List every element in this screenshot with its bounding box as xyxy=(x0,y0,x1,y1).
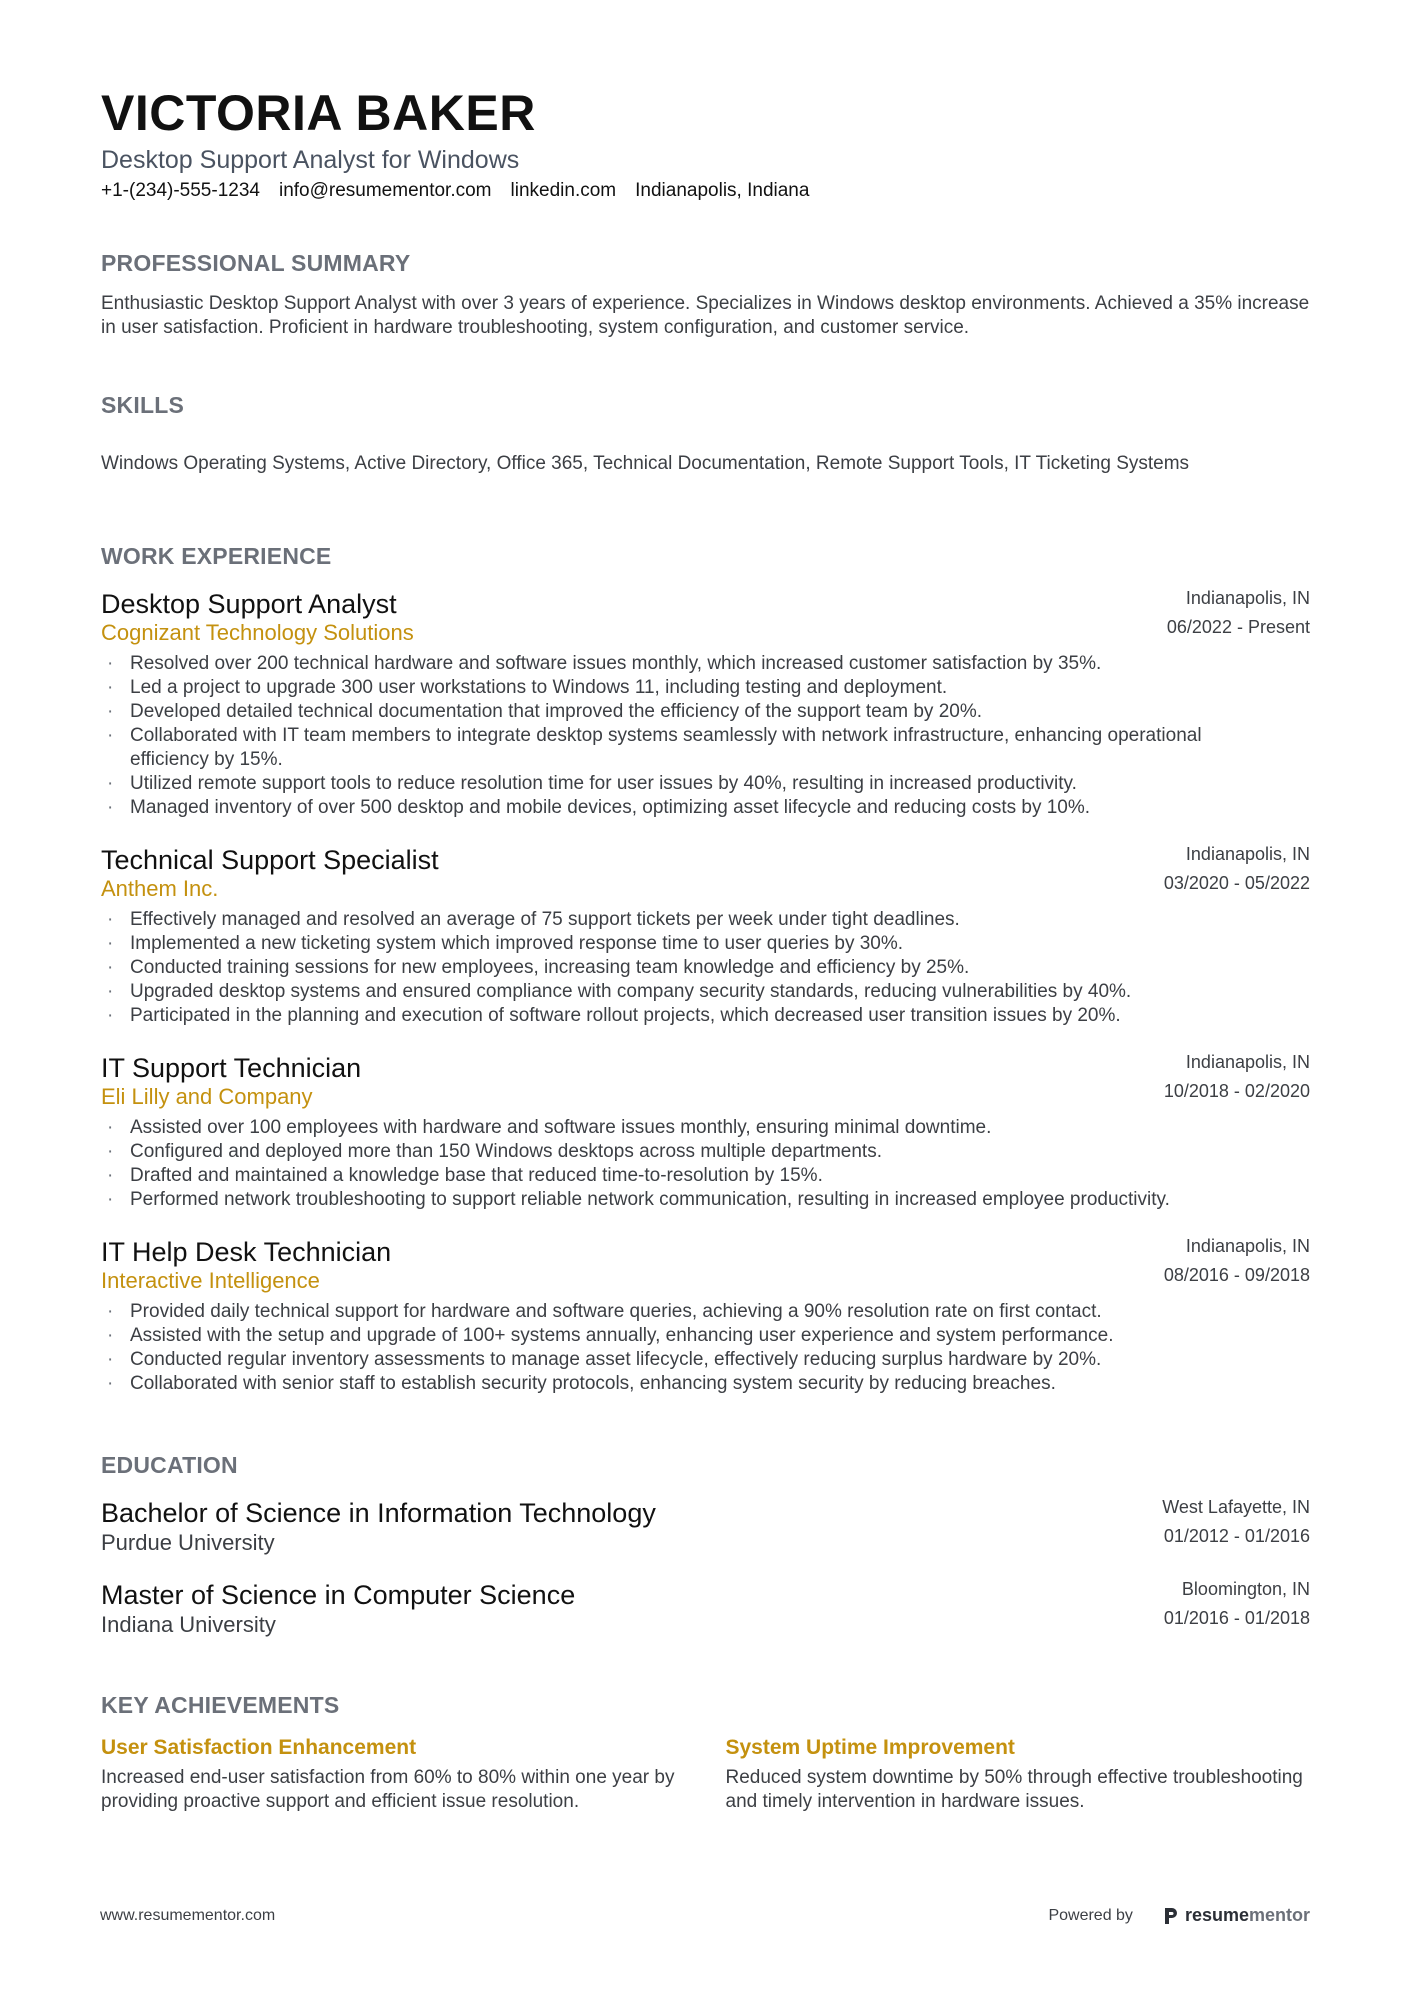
job-bullets xyxy=(101,1300,1310,1396)
brand-name-strong: resume xyxy=(1184,1905,1249,1925)
education-dates: 01/2016 - 01/2018 xyxy=(1163,1608,1310,1628)
footer-website-link[interactable]: www.resumementor.com xyxy=(100,1906,276,1924)
job-dates: 10/2018 - 02/2020 xyxy=(1163,1081,1310,1101)
section-title: EDUCATION xyxy=(101,1452,238,1478)
section-title: SKILLS xyxy=(101,392,184,418)
job-company: Anthem Inc. xyxy=(101,876,219,901)
education-meta xyxy=(1162,1493,1310,1551)
achievement-item xyxy=(726,1734,1311,1814)
section-title: KEY ACHIEVEMENTS xyxy=(101,1692,340,1718)
job-bullet: · Assisted with the setup and upgrade of 100+ systems annually, enhancing user experience and system performance. xyxy=(101,1324,1310,1348)
achievement-title: System Uptime Improvement xyxy=(725,1736,1015,1759)
education-entry xyxy=(101,1497,1310,1557)
job-header xyxy=(101,844,1310,902)
achievement-text: Reduced system downtime by 50% through effective troubleshooting and timely intervention in hardware issues. xyxy=(725,1767,1303,1812)
job-bullet: · Developed detailed technical documentation that improved the efficiency of the support team by 20%. xyxy=(101,700,1310,724)
page-footer xyxy=(100,1905,1310,1926)
job-left xyxy=(101,1052,361,1110)
achievements-grid xyxy=(101,1734,1310,1814)
resumementor-logo-icon xyxy=(1163,1906,1179,1926)
job-dates: 08/2016 - 09/2018 xyxy=(1163,1265,1310,1285)
job-entry xyxy=(101,588,1310,820)
job-bullets xyxy=(101,908,1310,1028)
job-bullet: · Configured and deployed more than 150 Windows desktops across multiple departments. xyxy=(101,1140,1310,1164)
summary-text: Enthusiastic Desktop Support Analyst with over 3 years of experience. Specializes in Windows desktop environments. Achieved a 35% increase in user satisfaction. Proficient in hardware troubleshooting, system configuration, and customer service. xyxy=(101,293,1310,338)
education-header xyxy=(101,1579,1310,1639)
resume-header xyxy=(101,84,1310,202)
job-dates: 03/2020 - 05/2022 xyxy=(1163,873,1310,893)
education-section xyxy=(101,1452,1310,1639)
job-location: Indianapolis, IN xyxy=(1185,588,1310,608)
job-bullet: · Provided daily technical support for hardware and software queries, achieving a 90% resolution rate on first contact. xyxy=(101,1300,1310,1324)
job-dates: 06/2022 - Present xyxy=(1166,617,1310,637)
job-bullet: · Conducted training sessions for new employees, increasing team knowledge and efficiency by 25%. xyxy=(101,956,1310,980)
job-bullets xyxy=(101,1116,1310,1212)
section-title: PROFESSIONAL SUMMARY xyxy=(101,250,411,276)
job-bullet: · Performed network troubleshooting to support reliable network communication, resulting in increased employee productivity. xyxy=(101,1188,1310,1212)
work-experience-section xyxy=(101,543,1310,1396)
skills-text: Windows Operating Systems, Active Directory, Office 365, Technical Documentation, Remote Support Tools, IT Ticketing Systems xyxy=(101,453,1190,474)
job-bullet: · Collaborated with senior staff to establish security protocols, enhancing system security by reducing breaches. xyxy=(101,1372,1310,1396)
candidate-name: VICTORIA BAKER xyxy=(101,85,536,141)
footer-brand-area xyxy=(1048,1905,1310,1926)
job-header xyxy=(101,1236,1310,1294)
key-achievements-section xyxy=(101,1692,1310,1814)
job-bullet: · Drafted and maintained a knowledge base that reduced time-to-resolution by 15%. xyxy=(101,1164,1310,1188)
education-meta xyxy=(1164,1575,1310,1633)
contact-email[interactable]: info@resumementor.com xyxy=(278,180,492,201)
contact-row xyxy=(101,180,1310,202)
job-entry xyxy=(101,1236,1310,1396)
job-entry xyxy=(101,1052,1310,1212)
education-entry xyxy=(101,1579,1310,1639)
job-bullet: · Participated in the planning and execution of software rollout projects, which decreased user transition issues by 20%. xyxy=(101,1004,1310,1028)
job-company: Eli Lilly and Company xyxy=(101,1084,313,1109)
education-location: Bloomington, IN xyxy=(1181,1579,1310,1599)
school-name: Purdue University xyxy=(101,1530,275,1555)
job-header xyxy=(101,588,1310,646)
job-bullet: · Assisted over 100 employees with hardware and software issues monthly, ensuring minimal downtime. xyxy=(101,1116,1310,1140)
education-header xyxy=(101,1497,1310,1557)
job-title: Technical Support Specialist xyxy=(101,845,439,875)
job-bullet: · Effectively managed and resolved an average of 75 support tickets per week under tight deadlines. xyxy=(101,908,1310,932)
contact-location: Indianapolis, Indiana xyxy=(635,180,810,201)
job-meta xyxy=(1164,1232,1310,1290)
powered-by-label: Powered by xyxy=(1048,1906,1133,1924)
professional-summary-section xyxy=(101,250,1310,340)
job-bullet: · Upgraded desktop systems and ensured compliance with company security standards, reducing vulnerabilities by 40%. xyxy=(101,980,1310,1004)
job-bullet: · Collaborated with IT team members to integrate desktop systems seamlessly with network infrastructure, enhancing operational efficiency by 15%. xyxy=(101,724,1310,772)
job-left xyxy=(101,1236,391,1294)
job-left xyxy=(101,844,439,902)
job-location: Indianapolis, IN xyxy=(1185,1236,1310,1256)
job-meta xyxy=(1164,840,1310,898)
skills-section xyxy=(101,392,1310,476)
job-bullet: · Resolved over 200 technical hardware and software issues monthly, which increased customer satisfaction by 35%. xyxy=(101,652,1310,676)
brand-name-light: mentor xyxy=(1248,1905,1310,1925)
brand-logo[interactable] xyxy=(1163,1905,1310,1926)
section-title: WORK EXPERIENCE xyxy=(101,543,332,569)
job-entry xyxy=(101,844,1310,1028)
job-header xyxy=(101,1052,1310,1110)
education-left xyxy=(101,1497,656,1557)
achievement-text: Increased end-user satisfaction from 60% to 80% within one year by providing proactive support and efficient issue resolution. xyxy=(101,1767,675,1812)
job-left xyxy=(101,588,414,646)
job-bullet: · Managed inventory of over 500 desktop and mobile devices, optimizing asset lifecycle and reducing costs by 10%. xyxy=(101,796,1310,820)
job-meta xyxy=(1164,1048,1310,1106)
job-company: Interactive Intelligence xyxy=(101,1268,320,1293)
job-bullets xyxy=(101,652,1310,820)
job-title: IT Support Technician xyxy=(101,1053,362,1083)
job-company: Cognizant Technology Solutions xyxy=(101,620,414,645)
job-bullet: · Led a project to upgrade 300 user workstations to Windows 11, including testing and deployment. xyxy=(101,676,1310,700)
job-title: IT Help Desk Technician xyxy=(101,1237,392,1267)
education-left xyxy=(101,1579,575,1639)
education-location: West Lafayette, IN xyxy=(1162,1497,1310,1517)
achievement-title: User Satisfaction Enhancement xyxy=(101,1736,417,1759)
education-dates: 01/2012 - 01/2016 xyxy=(1163,1526,1310,1546)
contact-linkedin[interactable]: linkedin.com xyxy=(510,180,617,201)
job-bullet: · Conducted regular inventory assessments to manage asset lifecycle, effectively reducing surplus hardware by 20%. xyxy=(101,1348,1310,1372)
job-bullet: · Utilized remote support tools to reduce resolution time for user issues by 40%, resulting in increased productivity. xyxy=(101,772,1310,796)
job-location: Indianapolis, IN xyxy=(1185,844,1310,864)
job-location: Indianapolis, IN xyxy=(1185,1052,1310,1072)
candidate-headline: Desktop Support Analyst for Windows xyxy=(101,146,520,174)
contact-phone: +1-(234)-555-1234 xyxy=(101,180,260,201)
job-meta xyxy=(1167,584,1310,642)
degree-title: Bachelor of Science in Information Technology xyxy=(101,1498,656,1528)
achievement-item xyxy=(101,1734,686,1814)
job-title: Desktop Support Analyst xyxy=(101,589,397,619)
degree-title: Master of Science in Computer Science xyxy=(101,1580,576,1610)
school-name: Indiana University xyxy=(101,1612,276,1637)
job-bullet: · Implemented a new ticketing system which improved response time to user queries by 30%. xyxy=(101,932,1310,956)
